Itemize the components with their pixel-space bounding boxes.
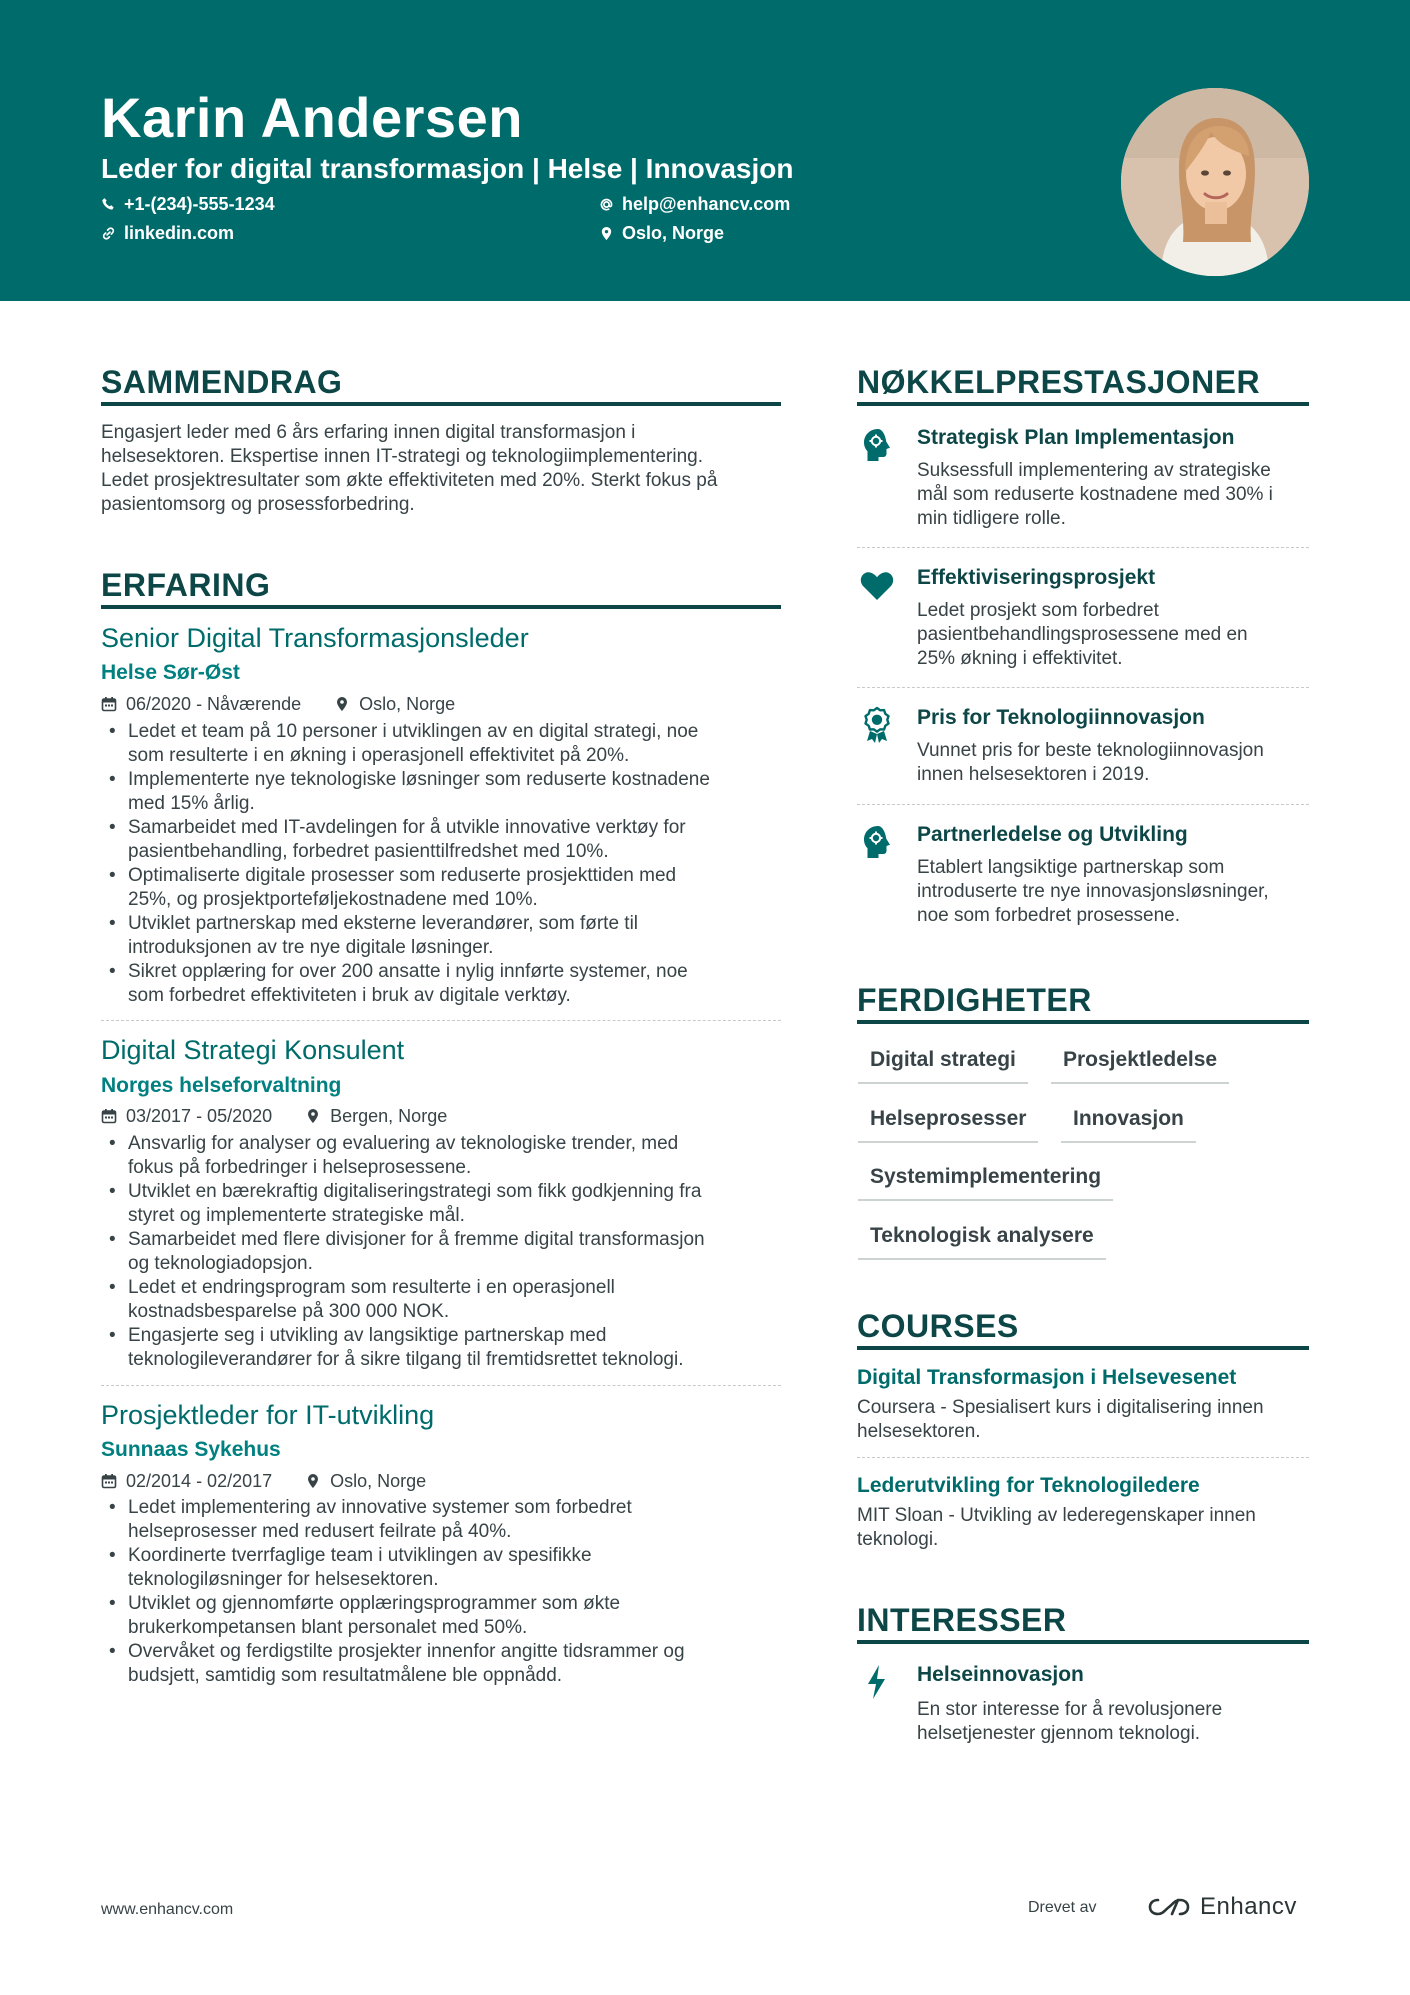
divider bbox=[101, 1385, 781, 1386]
profile-photo bbox=[1121, 88, 1309, 276]
location-text: Oslo, Norge bbox=[622, 223, 725, 243]
skill-tag: Systemimplementering bbox=[858, 1157, 1113, 1201]
brand-name: Enhancv bbox=[1200, 1893, 1297, 1920]
map-pin-icon bbox=[305, 1108, 321, 1124]
job-location: Oslo, Norge bbox=[359, 694, 456, 714]
contact-location bbox=[599, 222, 724, 244]
job-location: Bergen, Norge bbox=[330, 1106, 448, 1126]
section-rule bbox=[857, 1346, 1309, 1350]
course-description: Coursera - Spesialisert kurs i digitalisering innen helsesektoren. bbox=[857, 1397, 1264, 1442]
divider bbox=[101, 1020, 781, 1021]
linkedin-link[interactable]: linkedin.com bbox=[124, 223, 235, 243]
job-location: Oslo, Norge bbox=[330, 1471, 427, 1491]
bolt-icon bbox=[857, 1662, 897, 1702]
company-name: Norges helseforvaltning bbox=[101, 1074, 342, 1097]
section-title-experience: ERFARING bbox=[101, 567, 271, 603]
job-title: Prosjektleder for IT-utvikling bbox=[101, 1400, 435, 1430]
bullet-item: • Engasjerte seg i utvikling av langsiktige partnerskap med teknologileverandører for å sikre tilgang til fremtidsrettet teknologi. bbox=[101, 1324, 781, 1372]
map-pin-icon bbox=[334, 696, 350, 712]
bullet-item: • Koordinerte tverrfaglige team i utviklingen av spesifikke teknologiløsninger for helsesektoren. bbox=[101, 1544, 781, 1592]
section-rule bbox=[857, 1640, 1309, 1644]
head-icon bbox=[857, 425, 897, 465]
bullet-item: • Ledet implementering av innovative systemer som forbedret helseprosesser med redusert feilrate på 40%. bbox=[101, 1496, 781, 1544]
divider bbox=[857, 687, 1309, 688]
achievement-title: Partnerledelse og Utvikling bbox=[917, 823, 1188, 846]
job-title: Digital Strategi Konsulent bbox=[101, 1035, 405, 1065]
contact-email[interactable] bbox=[599, 193, 790, 215]
job-bullets bbox=[101, 720, 781, 1008]
skill-tag: Teknologisk analysere bbox=[858, 1216, 1106, 1260]
candidate-name: Karin Andersen bbox=[101, 86, 523, 149]
section-rule bbox=[857, 1020, 1309, 1024]
course-title: Lederutvikling for Teknologiledere bbox=[857, 1474, 1200, 1497]
section-title-interests: INTERESSER bbox=[857, 1602, 1067, 1638]
skill-tag: Helseprosesser bbox=[858, 1099, 1038, 1143]
contact-linkedin[interactable] bbox=[101, 222, 234, 244]
bullet-item: • Ledet et team på 10 personer i utviklingen av en digital strategi, noe som resulterte i en økning i operasjonell effektivitet på 20%. bbox=[101, 720, 781, 768]
skill-tag: Digital strategi bbox=[858, 1040, 1028, 1084]
calendar-icon bbox=[101, 1473, 117, 1489]
course-description: MIT Sloan - Utvikling av lederegenskaper innen teknologi. bbox=[857, 1505, 1256, 1550]
link-icon bbox=[101, 226, 116, 241]
contact-phone bbox=[101, 193, 275, 215]
footer-url[interactable]: www.enhancv.com bbox=[101, 1901, 234, 1918]
bullet-item: • Samarbeidet med IT-avdelingen for å utvikle innovative verktøy for pasientbehandling, forbedret pasienttilfredshet med 10%. bbox=[101, 816, 781, 864]
bullet-item: • Ledet et endringsprogram som resulterte i en operasjonell kostnadsbesparelse på 300 000 NOK. bbox=[101, 1276, 781, 1324]
summary-line: Engasjert leder med 6 års erfaring innen digital transformasjon i bbox=[101, 422, 636, 443]
divider bbox=[857, 804, 1309, 805]
calendar-icon bbox=[101, 696, 117, 712]
skill-tag: Innovasjon bbox=[1061, 1099, 1196, 1143]
achievement-title: Strategisk Plan Implementasjon bbox=[917, 426, 1235, 449]
achievement-title: Pris for Teknologiinnovasjon bbox=[917, 706, 1205, 729]
bullet-item: • Utviklet og gjennomførte opplæringsprogrammer som økte brukerkompetansen blant personalet med 50%. bbox=[101, 1592, 781, 1640]
summary-line: helsesektoren. Ekspertise innen IT-strategi og teknologiimplementering. bbox=[101, 446, 703, 467]
at-icon bbox=[599, 197, 614, 212]
summary-line: Ledet prosjektresultater som økte effektiviteten med 20%. Sterkt fokus på bbox=[101, 470, 718, 491]
bullet-item: • Samarbeidet med flere divisjoner for å fremme digital transformasjon og teknologiadopsjon. bbox=[101, 1228, 781, 1276]
course-title: Digital Transformasjon i Helsevesenet bbox=[857, 1366, 1237, 1389]
bullet-item: • Ansvarlig for analyser og evaluering av teknologiske trender, med fokus på forbedringer i helseprosessene. bbox=[101, 1132, 781, 1180]
phone-icon bbox=[101, 197, 116, 212]
header-banner bbox=[0, 0, 1410, 301]
job-dates: 03/2017 - 05/2020 bbox=[126, 1106, 273, 1126]
company-name: Sunnaas Sykehus bbox=[101, 1438, 281, 1461]
achievement-description: Suksessfull implementering av strategiske mål som reduserte kostnadene med 30% i min tidligere rolle. bbox=[917, 460, 1273, 529]
bullet-item: • Utviklet partnerskap med eksterne leverandører, som førte til introduksjonen av tre nye digitale løsninger. bbox=[101, 912, 781, 960]
email-link[interactable]: help@enhancv.com bbox=[622, 194, 791, 214]
head-icon bbox=[857, 822, 897, 862]
section-title-summary: SAMMENDRAG bbox=[101, 364, 343, 400]
job-dates: 06/2020 - Nåværende bbox=[126, 694, 302, 714]
job-meta bbox=[101, 1105, 447, 1127]
job-meta bbox=[101, 1470, 426, 1492]
enhancv-logo bbox=[1146, 1893, 1297, 1921]
section-title-courses: COURSES bbox=[857, 1308, 1019, 1344]
job-meta bbox=[101, 693, 455, 715]
divider bbox=[857, 547, 1309, 548]
section-title-achievements: NØKKELPRESTASJONER bbox=[857, 364, 1261, 400]
section-title-skills: FERDIGHETER bbox=[857, 982, 1092, 1018]
section-rule bbox=[857, 402, 1309, 406]
summary-text bbox=[101, 421, 791, 517]
bullet-item: • Sikret opplæring for over 200 ansatte i nylig innførte systemer, noe som forbedret effektiviteten i bruk av digitale verktøy. bbox=[101, 960, 781, 1008]
interest-description: En stor interesse for å revolusjonere helsetjenester gjennom teknologi. bbox=[917, 1699, 1223, 1744]
footer-powered-by: Drevet av bbox=[1028, 1899, 1097, 1916]
bullet-item: • Optimaliserte digitale prosesser som reduserte prosjekttiden med 25%, og prosjektporteføljekostnadene med 10%. bbox=[101, 864, 781, 912]
achievement-title: Effektiviseringsprosjekt bbox=[917, 566, 1156, 589]
job-dates: 02/2014 - 02/2017 bbox=[126, 1471, 273, 1491]
achievement-description: Ledet prosjekt som forbedret pasientbehandlingsprosessene med en 25% økning i effektivitet. bbox=[917, 600, 1248, 669]
company-name: Helse Sør-Øst bbox=[101, 661, 240, 684]
map-pin-icon bbox=[599, 226, 614, 241]
interest-title: Helseinnovasjon bbox=[917, 1663, 1084, 1686]
phone-text: +1-(234)-555-1234 bbox=[124, 194, 275, 214]
skill-tag: Prosjektledelse bbox=[1051, 1040, 1229, 1084]
job-title: Senior Digital Transformasjonsleder bbox=[101, 623, 529, 653]
map-pin-icon bbox=[305, 1473, 321, 1489]
infinity-logo-icon bbox=[1146, 1895, 1192, 1919]
heart-icon bbox=[857, 565, 897, 605]
award-icon bbox=[857, 705, 897, 745]
summary-line: pasientomsorg og prosessforbedring. bbox=[101, 494, 415, 515]
section-rule bbox=[101, 402, 781, 406]
bullet-item: • Overvåket og ferdigstilte prosjekter innenfor angitte tidsrammer og budsjett, samtidig som resultatmålene ble oppnådd. bbox=[101, 1640, 781, 1688]
section-rule bbox=[101, 605, 781, 609]
job-bullets bbox=[101, 1496, 781, 1688]
achievement-description: Etablert langsiktige partnerskap som introduserte tre nye innovasjonsløsninger, noe som forbedret prosessene. bbox=[917, 857, 1269, 926]
calendar-icon bbox=[101, 1108, 117, 1124]
job-bullets bbox=[101, 1132, 781, 1372]
bullet-item: • Utviklet en bærekraftig digitaliseringstrategi som fikk godkjenning fra styret og implementerte strategiske mål. bbox=[101, 1180, 781, 1228]
bullet-item: • Implementerte nye teknologiske løsninger som reduserte kostnadene med 15% årlig. bbox=[101, 768, 781, 816]
divider bbox=[857, 1457, 1309, 1458]
achievement-description: Vunnet pris for beste teknologiinnovasjon innen helsesektoren i 2019. bbox=[917, 740, 1264, 785]
headline: Leder for digital transformasjon | Helse | Innovasjon bbox=[101, 153, 794, 184]
